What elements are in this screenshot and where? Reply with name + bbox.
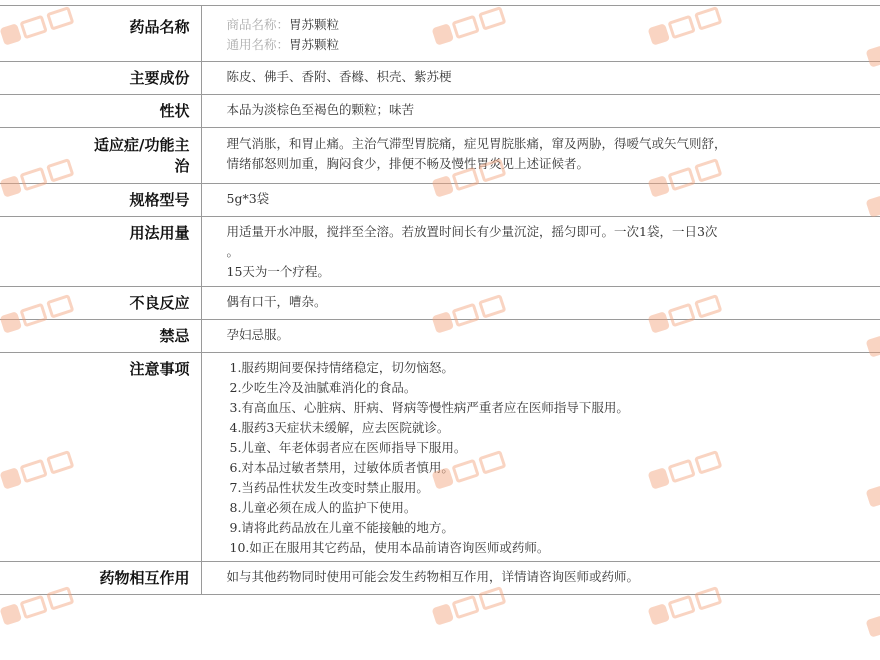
- contraindications-value: 孕妇忌服。: [201, 320, 880, 353]
- watermark-logo: [864, 587, 880, 644]
- row-precautions: [0, 353, 880, 562]
- generic-name-prefix: 通用名称：: [226, 37, 290, 52]
- row-ingredients: [0, 62, 880, 95]
- ingredients-value: 陈皮、佛手、香附、香橼、枳壳、紫苏梗: [201, 62, 880, 95]
- ingredients-label: 主要成份: [0, 62, 201, 95]
- precaution-item: 4.服药3天症状未缓解，应去医院就诊。: [229, 420, 450, 435]
- indications-value: [201, 128, 880, 184]
- row-adverse-reactions: [0, 287, 880, 320]
- indications-label: [0, 128, 201, 184]
- drug-info-table: [0, 5, 880, 595]
- contraindications-label: 禁忌: [0, 320, 201, 353]
- indications-line1: 理气消胀，和胃止痛。主治气滞型胃脘痛，症见胃脘胀痛，窜及两胁，得嗳气或矢气则舒，: [226, 136, 727, 151]
- indications-label-line2: 治: [174, 157, 190, 175]
- precaution-item: 3.有高血压、心脏病、肝病、肾病等慢性病严重者应在医师指导下服用。: [229, 400, 629, 415]
- watermark-mark-icon: [647, 603, 670, 626]
- generic-name-line: [227, 35, 871, 55]
- spec-value: 5g*3袋: [201, 184, 880, 217]
- drug-name-value: [201, 6, 880, 62]
- trade-name-prefix: 商品名称：: [226, 17, 290, 32]
- row-contraindications: [0, 320, 880, 353]
- dosage-line2: 。: [226, 244, 240, 259]
- precautions-list: [230, 358, 871, 558]
- precaution-item: 7.当药品性状发生改变时禁止服用。: [229, 480, 429, 495]
- appearance-value: 本品为淡棕色至褐色的颗粒；味苦: [201, 95, 880, 128]
- precaution-item: 5.儿童、年老体弱者应在医师指导下服用。: [229, 440, 467, 455]
- watermark-mark-icon: [0, 603, 22, 626]
- row-indications: [0, 128, 880, 184]
- precaution-item: 9.请将此药品放在儿童不能接触的地方。: [229, 520, 454, 535]
- trade-name-line: [227, 15, 871, 35]
- interactions-value: 如与其他药物同时使用可能会发生药物相互作用，详情请咨询医师或药师。: [201, 562, 880, 595]
- dosage-label: 用法用量: [0, 217, 201, 287]
- watermark-mark-icon: [431, 603, 454, 626]
- indications-label-line1: 适应症/功能主: [94, 136, 190, 154]
- drug-name-label: 药品名称: [0, 6, 201, 62]
- dosage-line3: 15天为一个疗程。: [226, 264, 330, 279]
- interactions-label: 药物相互作用: [0, 562, 201, 595]
- generic-name-value: 胃苏颗粒: [289, 37, 340, 52]
- precaution-item: 1.服药期间要保持情绪稳定，切勿恼怒。: [229, 360, 454, 375]
- row-appearance: [0, 95, 880, 128]
- precautions-value: [201, 353, 880, 562]
- spec-label: 规格型号: [0, 184, 201, 217]
- trade-name-value: 胃苏颗粒: [289, 17, 340, 32]
- row-interactions: [0, 562, 880, 595]
- appearance-label: 性状: [0, 95, 201, 128]
- row-dosage: [0, 217, 880, 287]
- dosage-value: [201, 217, 880, 287]
- precaution-item: 8.儿童必须在成人的监护下使用。: [229, 500, 417, 515]
- adverse-value: 偶有口干，嘈杂。: [201, 287, 880, 320]
- row-spec: [0, 184, 880, 217]
- precautions-label: 注意事项: [0, 353, 201, 562]
- dosage-line1: 用适量开水冲服，搅拌至全溶。若放置时间长有少量沉淀，摇匀即可。一次1袋，一日3次: [226, 224, 718, 239]
- precaution-item: 2.少吃生冷及油腻难消化的食品。: [229, 380, 417, 395]
- row-drug-name: [0, 6, 880, 62]
- adverse-label: 不良反应: [0, 287, 201, 320]
- watermark-mark-icon: [865, 615, 880, 638]
- precaution-item: 10.如正在服用其它药品，使用本品前请咨询医师或药师。: [229, 540, 550, 555]
- indications-line2: 情绪郁怒则加重，胸闷食少，排便不畅及慢性胃炎见上述证候者。: [226, 156, 590, 171]
- precaution-item: 6.对本品过敏者禁用，过敏体质者慎用。: [229, 460, 454, 475]
